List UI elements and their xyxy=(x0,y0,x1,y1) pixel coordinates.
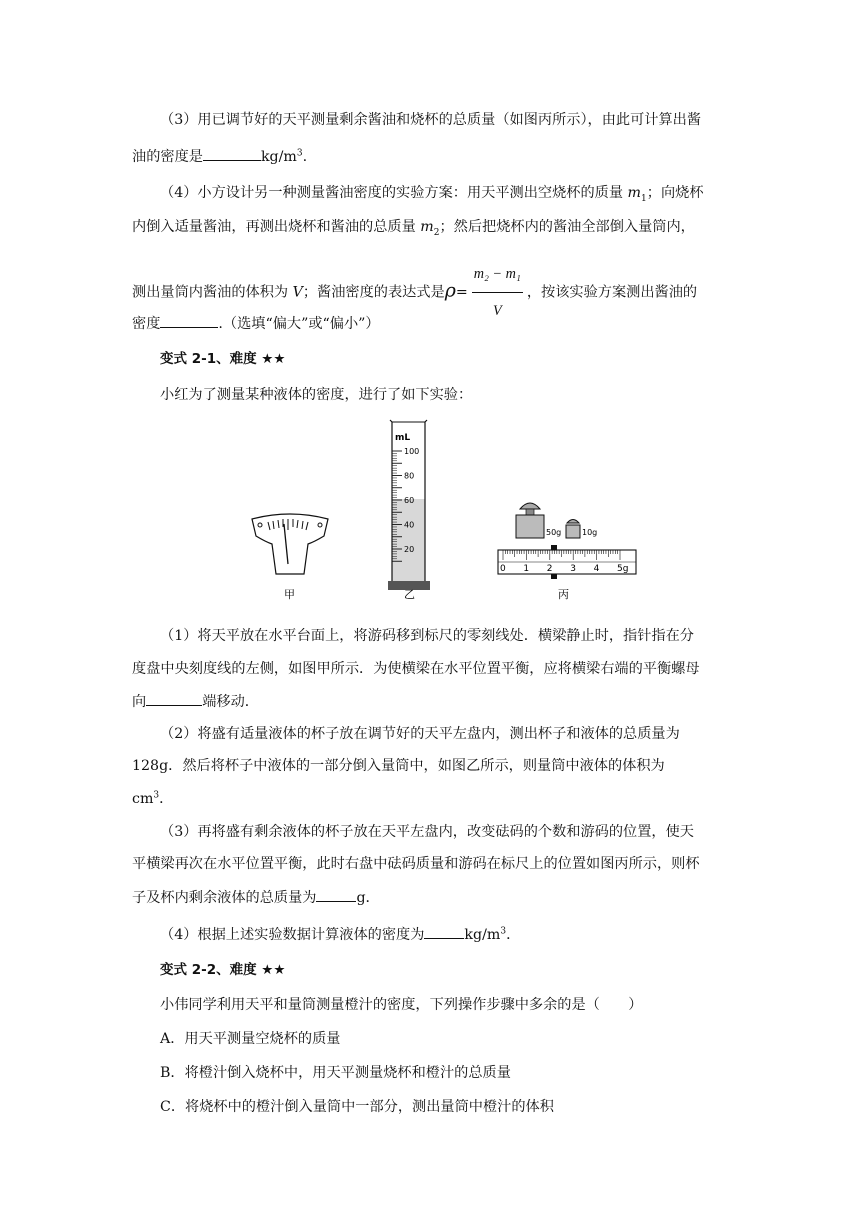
ruler-tick-label: 1 xyxy=(523,564,530,574)
figure-label-yi: 乙 xyxy=(404,588,415,601)
rider-top xyxy=(551,545,557,550)
ruler-tick-label: 3 xyxy=(570,564,576,574)
v21-q2-line-3: $cm^3$． xyxy=(132,790,174,807)
v21-q1-line-2: 度盘中央刻度线的左侧，如图甲所示．为使横梁在水平位置平衡，应将横梁右端的平衡螺母 xyxy=(132,661,700,677)
q4-line-3: 测出量筒内酱油的体积为 V；酱油密度的表达式是ρ= $\frac{\text{m₂ − m₁}}{V}$ ，按该实验方案测出酱油的 xyxy=(132,256,732,329)
v21-q3-line-2: 平横梁再次在水平位置平衡，此时右盘中砝码质量和游码在标尺上的位置如图丙所示，则杯 xyxy=(132,856,700,872)
ruler-tick-label: 2 xyxy=(546,564,553,574)
answer-blank[interactable] xyxy=(424,925,464,939)
v21-q1-line-3: 向 端移动． xyxy=(132,694,259,710)
option-b: B．将橙汁倒入烧杯中，用天平测量烧杯和橙汁的总质量 xyxy=(160,1065,511,1081)
cylinder-tick-label: 80 xyxy=(404,471,415,481)
weight-50g-label: 50g xyxy=(546,528,562,537)
option-c: C．将烧杯中的橙汁倒入量筒中一部分，测出量筒中橙汁的体积 xyxy=(160,1099,554,1115)
variant-2-2-question: 小伟同学利用天平和量筒测量橙汁的密度，下列操作步骤中多余的是（ ） xyxy=(160,997,643,1013)
ruler-tick-label: 0 xyxy=(500,564,506,574)
answer-blank[interactable] xyxy=(146,692,202,706)
cylinder-tick-label: 100 xyxy=(404,447,420,456)
figure-label-jia: 甲 xyxy=(284,588,295,601)
ruler-tick-label: 4 xyxy=(593,564,600,574)
variant-2-1-intro: 小红为了测量某种液体的密度，进行了如下实验： xyxy=(160,387,473,403)
variant-2-1-heading: 变式 2-1、难度 ★★ xyxy=(160,351,286,367)
v21-q3-line-1: （3）再将盛有剩余液体的杯子放在天平左盘内，改变砝码的个数和游码的位置，使天 xyxy=(160,824,694,840)
variant-2-2-heading: 变式 2-2、难度 ★★ xyxy=(160,962,286,978)
graduated-cylinder-icon xyxy=(388,420,430,590)
ruler-tick-label: 5g xyxy=(617,564,629,574)
v21-q2-line-2: 128g．然后将杯子中液体的一部分倒入量筒中，如图乙所示，则量筒中液体的体积为 xyxy=(132,758,665,774)
answer-blank[interactable] xyxy=(203,147,261,161)
q4-line-1: （4）小方设计另一种测量酱油密度的实验方案：用天平测出空烧杯的质量 $m_1$；向烧杯 xyxy=(160,185,704,204)
v21-q2-line-1: （2）将盛有适量液体的杯子放在调节好的天平左盘内，测出杯子和液体的总质量为 xyxy=(160,726,680,742)
pointer-needle xyxy=(284,524,288,564)
q3-line-1: （3）用已调节好的天平测量剩余酱油和烧杯的总质量（如图丙所示），由此可计算出酱 xyxy=(160,112,702,128)
cylinder-unit-label: mL xyxy=(395,433,411,443)
cylinder-tick-label: 20 xyxy=(404,545,415,554)
weight-50g-icon xyxy=(516,503,561,538)
v21-q3-line-3: 子及杯内剩余液体的总质量为 g． xyxy=(132,890,380,906)
density-formula: $\frac{\text{m₂ − m₁}}{V}$ xyxy=(472,256,523,329)
balance-dial-icon xyxy=(252,514,328,574)
option-a: A．用天平测量空烧杯的质量 xyxy=(160,1031,341,1047)
cylinder-tick-label: 60 xyxy=(404,496,415,505)
q3-line-2: 油的密度是 $kg/m^3$. xyxy=(132,148,308,165)
q4-line-2: 内倒入适量酱油，再测出烧杯和酱油的总质量 $m_2$；然后把烧杯内的酱油全部倒入量筒内， xyxy=(132,219,695,238)
weight-10g-label: 10g xyxy=(582,528,598,537)
rider-bottom xyxy=(551,574,557,579)
q4-line-4: 密度 .（选填“偏大”或“偏小”） xyxy=(132,316,380,332)
figure-label-bing: 丙 xyxy=(558,588,569,601)
weights-and-ruler-icon xyxy=(498,503,636,579)
v21-q1-line-1: （1）将天平放在水平台面上，将游码移到标尺的零刻线处．横梁静止时，指针指在分 xyxy=(160,628,694,644)
weight-10g-icon xyxy=(566,520,597,539)
experiment-figure xyxy=(240,414,640,602)
answer-blank[interactable] xyxy=(316,888,356,902)
cylinder-tick-label: 40 xyxy=(404,520,415,530)
answer-blank[interactable] xyxy=(160,314,218,328)
v21-q4-line-1: （4）根据上述实验数据计算液体的密度为 $kg/m^3$． xyxy=(160,926,521,943)
